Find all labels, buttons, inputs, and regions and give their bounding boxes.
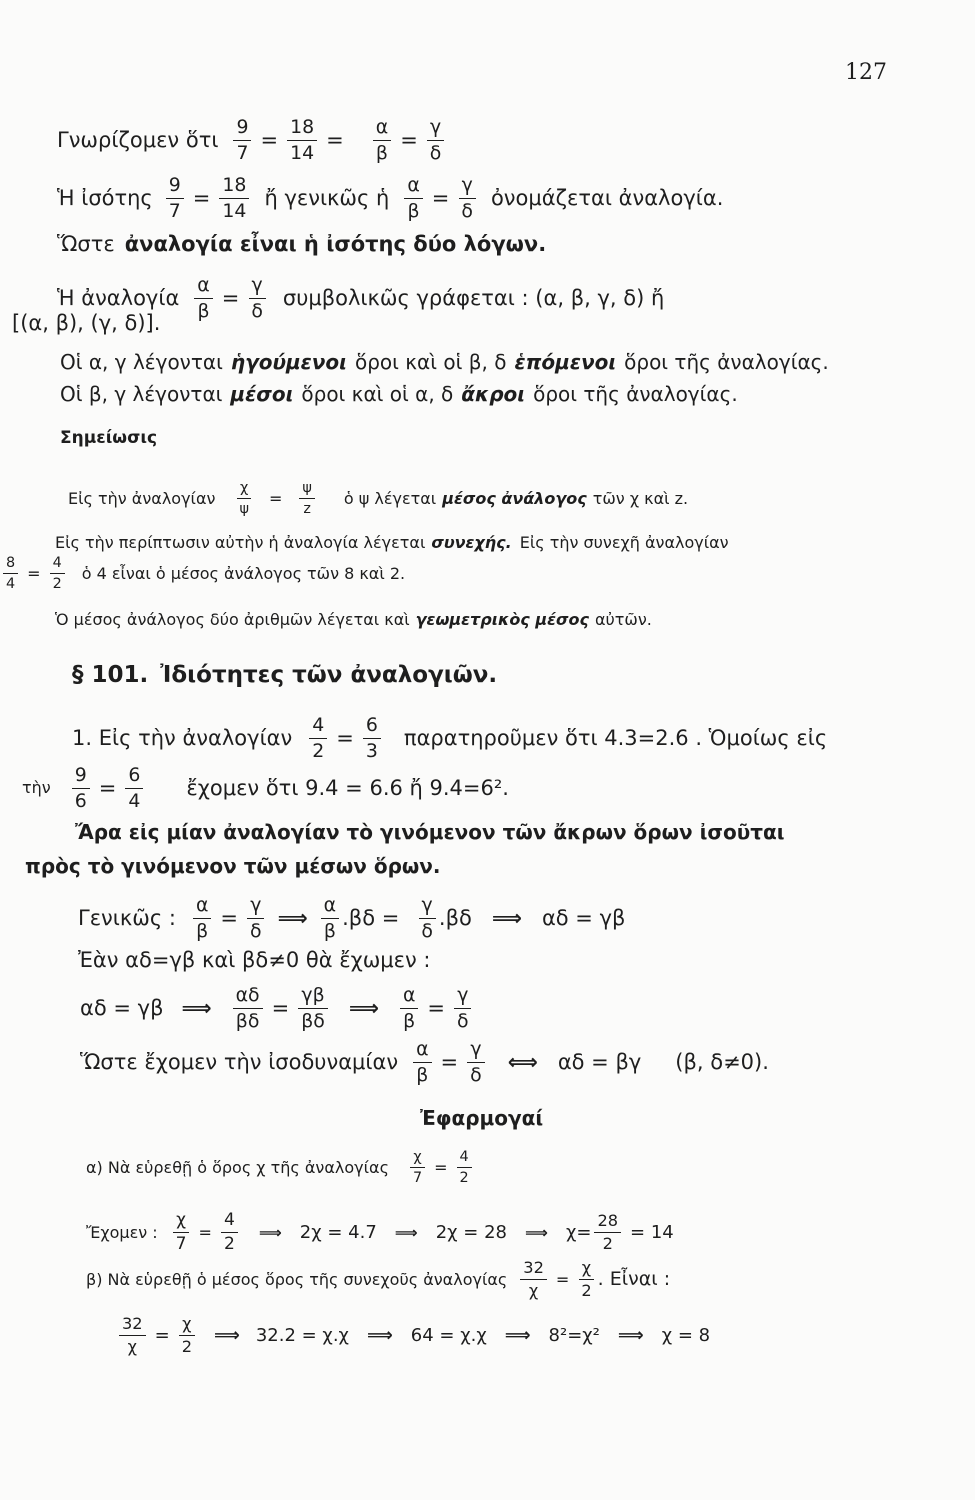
line-leading-following-terms xyxy=(60,352,829,372)
fraction xyxy=(520,1260,547,1299)
exercise-b-solution xyxy=(116,1316,710,1355)
text: αδ = βγ xyxy=(557,1049,642,1074)
section-title: Ἰδιότητες τῶν ἀναλογιῶν. xyxy=(160,662,498,688)
line-mean-proportional xyxy=(68,481,688,517)
denominator: 4 xyxy=(128,789,141,812)
text: αδ = γβ xyxy=(541,905,626,930)
numerator: 4 xyxy=(309,716,327,739)
denominator: β xyxy=(197,299,210,322)
fraction xyxy=(219,176,249,221)
text: 2χ = 4.7 xyxy=(299,1221,377,1243)
text: α) Νὰ εὑρεθῇ ὁ ὅρος χ τῆς ἀναλογίας xyxy=(86,1157,389,1177)
text: 2χ = 28 xyxy=(435,1221,508,1243)
text: Εἰς τὴν ἀναλογίαν xyxy=(68,488,216,508)
equals-sign: = xyxy=(427,995,445,1020)
equals-sign: = xyxy=(221,285,240,310)
theorem-line-1 xyxy=(75,822,785,842)
denominator: 2 xyxy=(223,1234,235,1255)
fraction xyxy=(233,986,263,1031)
denominator: 7 xyxy=(412,1170,423,1187)
equivalence-arrow: ⟺ xyxy=(507,1049,538,1074)
text: Ἡ ἰσότης xyxy=(57,185,153,210)
denominator: δ xyxy=(421,919,433,942)
numerator: 32 xyxy=(520,1260,547,1280)
fraction xyxy=(236,481,252,517)
text: χ= xyxy=(565,1221,592,1243)
denominator: 2 xyxy=(312,739,325,762)
theorem-line-2 xyxy=(25,856,441,876)
numerator: 18 xyxy=(287,118,317,141)
fraction xyxy=(119,1316,146,1355)
text: (β, δ≠0). xyxy=(675,1049,769,1074)
equals-sign: = xyxy=(192,185,211,210)
denominator: 6 xyxy=(74,789,87,812)
text: ἔχομεν ὅτι 9.4 = 6.6 ἤ 9.4=6². xyxy=(186,775,509,800)
numerator: αδ xyxy=(233,986,263,1009)
implies-arrow: ⟹ xyxy=(504,1324,531,1346)
line-mean-extreme-terms xyxy=(60,384,738,404)
denominator: 2 xyxy=(52,576,62,593)
fraction xyxy=(309,716,327,761)
text: αὐτῶν. xyxy=(594,610,652,629)
numerator: α xyxy=(400,986,418,1009)
bold-term: ἡγούμενοι xyxy=(230,350,347,374)
fraction xyxy=(299,481,315,517)
text: Ἄρα εἰς μίαν ἀναλογίαν τὸ γινόμενον τῶν ἄκρων ὅρων ἰσοῦται xyxy=(75,820,785,844)
numerator: ψ xyxy=(299,481,315,499)
text: 64 = χ.χ xyxy=(410,1324,487,1346)
line-property-example-2 xyxy=(22,766,509,811)
text: Γνωρίζομεν ὅτι xyxy=(57,127,219,152)
fraction xyxy=(221,1212,238,1253)
numerator: χ xyxy=(173,1212,189,1233)
equals-sign: = xyxy=(27,563,41,583)
line-equality-definition xyxy=(57,176,723,221)
text: ἤ γενικῶς ἡ xyxy=(264,185,390,210)
fraction xyxy=(413,1040,431,1085)
denominator: 7 xyxy=(175,1234,187,1255)
text: Οἱ α, γ λέγονται xyxy=(60,350,223,374)
implies-arrow: ⟹ xyxy=(348,995,379,1020)
fraction xyxy=(458,176,476,221)
numerator: 6 xyxy=(125,766,143,789)
text: τῶν χ καὶ z. xyxy=(592,488,689,508)
numerator: χ xyxy=(237,481,251,499)
implies-arrow: ⟹ xyxy=(491,905,522,930)
equals-sign: = xyxy=(555,1269,570,1289)
text: Σημείωσις xyxy=(60,428,158,448)
page-number: 127 xyxy=(845,60,887,85)
denominator: β xyxy=(416,1063,429,1086)
numerator: χ xyxy=(410,1150,424,1168)
fraction xyxy=(298,986,328,1031)
implies-arrow: ⟹ xyxy=(617,1324,644,1346)
fraction xyxy=(578,1260,594,1299)
text: ὀνομάζεται ἀναλογία. xyxy=(490,185,724,210)
line-converse-proof xyxy=(80,986,475,1031)
text: συμβολικῶς γράφεται : (α, β, γ, δ) ἤ xyxy=(282,285,665,310)
text: Ἔχομεν : xyxy=(86,1222,158,1242)
fraction xyxy=(287,118,317,163)
equals-sign: = xyxy=(154,1324,170,1346)
numerator: γ xyxy=(459,176,476,199)
numerator: γ xyxy=(249,276,266,299)
text: Ὥστε xyxy=(57,232,115,256)
text: παρατηροῦμεν ὅτι 4.3=2.6 . Ὁμοίως εἰς xyxy=(403,725,828,750)
fraction xyxy=(457,1150,472,1186)
bold-term: ἄκροι xyxy=(461,382,526,406)
text: ὅροι καὶ οἱ α, δ xyxy=(301,382,454,406)
text: χ = 8 xyxy=(661,1324,711,1346)
fraction xyxy=(248,276,266,321)
denominator: 2 xyxy=(459,1170,469,1187)
equals-sign: = xyxy=(260,127,279,152)
line-if-condition xyxy=(78,950,430,971)
equals-sign: = xyxy=(400,127,418,152)
denominator: 14 xyxy=(222,199,247,222)
numerator: 32 xyxy=(119,1316,146,1336)
text: Οἱ β, γ λέγονται xyxy=(60,382,223,406)
fraction xyxy=(233,118,251,163)
numerator: 18 xyxy=(219,176,249,199)
fraction xyxy=(427,118,445,163)
text: β) Νὰ εὑρεθῇ ὁ μέσος ὅρος τῆς συνεχοῦς ἀναλογίας xyxy=(86,1269,508,1289)
denominator: β xyxy=(407,199,420,222)
text: αδ = γβ xyxy=(80,995,164,1020)
fraction xyxy=(166,176,184,221)
denominator: 3 xyxy=(365,739,378,762)
equals-sign: = xyxy=(271,995,290,1020)
fraction xyxy=(3,556,18,592)
fraction xyxy=(594,1210,621,1254)
numerator: γ xyxy=(427,118,444,141)
denominator: 2 xyxy=(181,1337,193,1357)
implies-arrow: ⟹ xyxy=(525,1222,548,1242)
equals-sign: = xyxy=(431,185,450,210)
text: Ὥστε ἔχομεν τὴν ἰσοδυναμίαν xyxy=(80,1049,399,1074)
bold-term: ἑπόμενοι xyxy=(514,350,617,374)
text: = 14 xyxy=(630,1221,674,1243)
text: ὁ ψ λέγεται xyxy=(343,488,437,508)
fraction xyxy=(321,896,339,941)
applications-heading xyxy=(420,1108,543,1128)
text: Ὁ μέσος ἀνάλογος δύο ἀριθμῶν λέγεται καὶ xyxy=(55,610,410,629)
fraction xyxy=(363,716,381,761)
denominator: δ xyxy=(461,199,473,222)
section-number: § 101. xyxy=(72,662,149,688)
denominator: 2 xyxy=(602,1234,613,1254)
numerator: α xyxy=(194,276,212,299)
text: ὁ 4 εἶναι ὁ μέσος ἀνάλογος τῶν 8 καὶ 2. xyxy=(81,563,406,583)
denominator: χ xyxy=(528,1281,539,1301)
bold-term: μέσοι xyxy=(230,382,294,406)
text: Ἐφαρμογαί xyxy=(420,1106,544,1130)
text: . Εἶναι : xyxy=(597,1268,671,1291)
denominator: δ xyxy=(251,299,263,322)
fraction xyxy=(373,118,391,163)
implies-arrow: ⟹ xyxy=(258,1222,282,1242)
numerator: 28 xyxy=(594,1213,621,1233)
fraction xyxy=(173,1212,190,1253)
line-geometric-mean xyxy=(55,612,652,628)
numerator: 9 xyxy=(72,766,90,789)
fraction xyxy=(50,556,65,592)
fraction xyxy=(193,896,211,941)
numerator: γ xyxy=(419,896,436,919)
text: ὅροι καὶ οἱ β, δ xyxy=(354,350,507,374)
text: ὅροι τῆς ἀναλογίας. xyxy=(624,350,829,374)
fraction xyxy=(404,176,422,221)
equals-sign: = xyxy=(336,725,354,750)
denominator: 2 xyxy=(581,1281,592,1301)
text: ὅροι τῆς ἀναλογίας. xyxy=(533,382,738,406)
denominator: δ xyxy=(470,1063,482,1086)
text: Ἡ ἀναλογία xyxy=(57,285,180,310)
equals-sign: = xyxy=(326,127,344,152)
numerator: 4 xyxy=(457,1150,472,1168)
bold-term: μέσος ἀνάλογος xyxy=(442,488,587,508)
text: 8²=χ² xyxy=(548,1324,600,1346)
numerator: α xyxy=(404,176,422,199)
denominator: βδ xyxy=(235,1009,260,1032)
bold-term: συνεχής. xyxy=(431,533,512,552)
numerator: 8 xyxy=(3,556,18,574)
bold-term: γεωμετρικὸς μέσος xyxy=(415,610,589,629)
fraction xyxy=(179,1316,195,1355)
text: Γενικῶς : xyxy=(78,905,176,930)
denominator: 4 xyxy=(6,576,16,593)
denominator: β xyxy=(403,1009,416,1032)
equals-sign: = xyxy=(220,905,238,930)
implies-arrow: ⟹ xyxy=(181,995,212,1020)
denominator: δ xyxy=(457,1009,469,1032)
exercise-a-statement xyxy=(86,1150,475,1186)
text: 1. Εἰς τὴν ἀναλογίαν xyxy=(72,725,293,750)
text: [(α, β), (γ, δ)]. xyxy=(12,311,161,335)
text: Εἰς τὴν περίπτωσιν αὐτὴν ἡ ἀναλογία λέγεται xyxy=(55,533,426,552)
numerator: 4 xyxy=(221,1212,238,1233)
fraction xyxy=(194,276,212,321)
fraction xyxy=(454,986,472,1031)
numerator: γ xyxy=(467,1040,484,1063)
fraction xyxy=(247,896,265,941)
numerator: γβ xyxy=(298,986,327,1009)
denominator: 7 xyxy=(168,199,181,222)
numerator: α xyxy=(193,896,211,919)
denominator: β xyxy=(196,919,209,942)
numerator: 9 xyxy=(233,118,251,141)
line-general-proof xyxy=(78,896,625,941)
line-example-8-4-2 xyxy=(0,556,405,592)
equals-sign: = xyxy=(440,1049,459,1074)
denominator: 14 xyxy=(290,141,315,164)
denominator: β xyxy=(323,919,336,942)
exercise-a-solution xyxy=(86,1212,674,1253)
fraction xyxy=(418,896,436,941)
numerator: 9 xyxy=(166,176,184,199)
fraction xyxy=(72,766,90,811)
section-heading xyxy=(72,664,497,687)
numerator: 6 xyxy=(363,716,381,739)
line-equivalence xyxy=(80,1040,769,1085)
equals-sign: = xyxy=(268,488,283,508)
text: Εἰς τὴν συνεχῆ ἀναλογίαν xyxy=(519,533,729,552)
denominator: β xyxy=(375,141,388,164)
text: Ἐὰν αδ=γβ καὶ βδ≠0 θὰ ἔχωμεν : xyxy=(78,948,431,972)
numerator: α xyxy=(413,1040,431,1063)
exercise-b-statement xyxy=(86,1260,670,1299)
text: 32.2 = χ.χ xyxy=(255,1324,349,1346)
implies-arrow: ⟹ xyxy=(277,905,308,930)
numerator: γ xyxy=(247,896,264,919)
line-pairs-notation xyxy=(12,313,160,334)
line-known-ratios xyxy=(57,118,447,163)
denominator: βδ xyxy=(301,1009,325,1032)
denominator: χ xyxy=(127,1337,137,1357)
denominator: ψ xyxy=(239,501,249,518)
denominator: δ xyxy=(429,141,442,164)
fraction xyxy=(410,1150,425,1186)
numerator: α xyxy=(373,118,391,141)
text: πρὸς τὸ γινόμενον τῶν μέσων ὅρων. xyxy=(25,854,441,878)
line-definition-bold xyxy=(57,234,546,255)
denominator: 7 xyxy=(236,141,249,164)
numerator: χ xyxy=(579,1260,594,1280)
numerator: χ xyxy=(179,1316,194,1336)
numerator: γ xyxy=(454,986,471,1009)
line-property-example-1 xyxy=(72,716,827,761)
note-heading xyxy=(60,430,157,447)
implies-arrow: ⟹ xyxy=(366,1324,393,1346)
text: .βδ xyxy=(438,905,472,930)
denominator: δ xyxy=(250,919,262,942)
denominator: z xyxy=(303,501,311,518)
numerator: 4 xyxy=(50,556,65,574)
equals-sign: = xyxy=(98,775,117,800)
fraction xyxy=(467,1040,485,1085)
text: .βδ = xyxy=(342,905,400,930)
implies-arrow: ⟹ xyxy=(394,1222,418,1242)
bold-definition: ἀναλογία εἶναι ἡ ἰσότης δύο λόγων. xyxy=(124,232,547,256)
equals-sign: = xyxy=(198,1222,212,1242)
fraction xyxy=(400,986,418,1031)
numerator: α xyxy=(321,896,339,919)
implies-arrow: ⟹ xyxy=(214,1324,240,1346)
line-continued-proportion xyxy=(55,535,729,551)
fraction xyxy=(125,766,143,811)
equals-sign: = xyxy=(434,1157,448,1177)
text: τὴν xyxy=(22,778,51,798)
